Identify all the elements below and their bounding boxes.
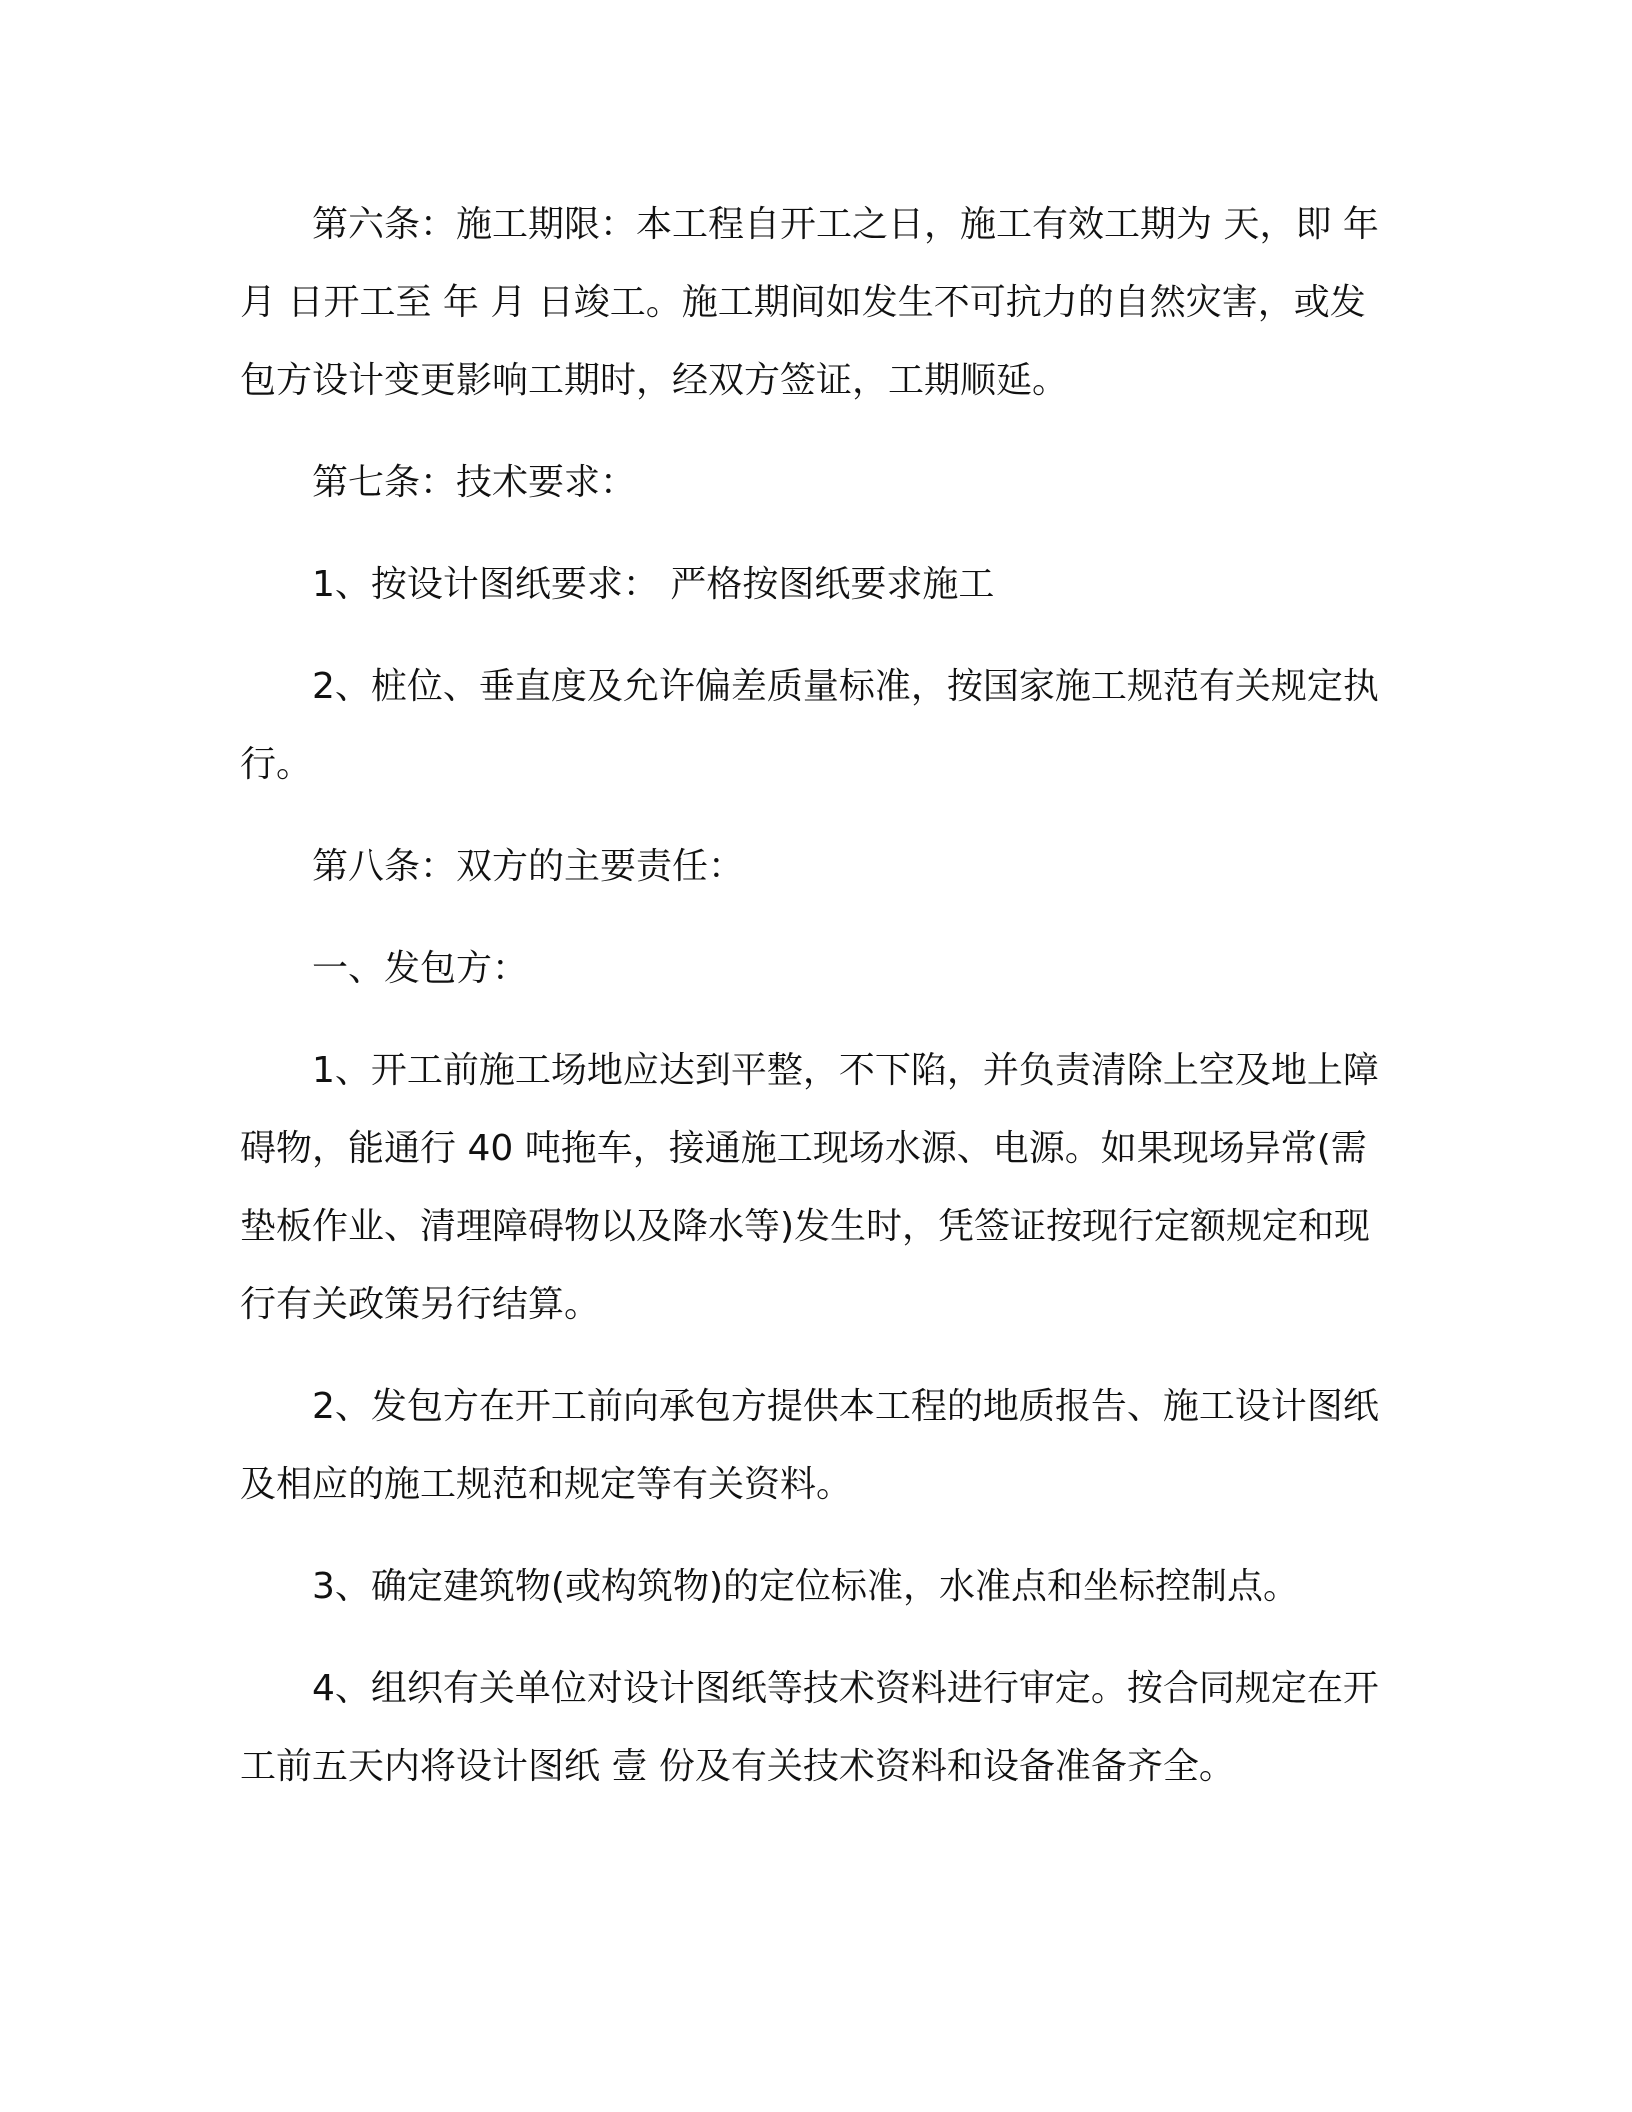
paragraph-article-7-item-2: 2、桩位、垂直度及允许偏差质量标准，按国家施工规范有关规定执行。	[240, 666, 1379, 785]
paragraph-article-7-heading: 第七条：技术要求：	[312, 462, 637, 503]
paragraph-employer-item-3: 3、确定建筑物(或构筑物)的定位标准，水准点和坐标控制点。	[312, 1566, 1299, 1607]
document-body	[240, 186, 1392, 1830]
paragraph-employer-item-1: 1、开工前施工场地应达到平整，不下陷，并负责清除上空及地上障碍物，能通行 40 吨拖车，接通施工现场水源、电源。如果现场异常(需垫板作业、清理障碍物以及降水等)发生时，凭签证按现行定额规定和现行有关政策另行结算。	[240, 1050, 1379, 1325]
paragraph-article-7-item-1: 1、按设计图纸要求： 严格按图纸要求施工	[312, 564, 995, 605]
paragraph-employer-item-2: 2、发包方在开工前向承包方提供本工程的地质报告、施工设计图纸及相应的施工规范和规定等有关资料。	[240, 1386, 1379, 1505]
paragraph-employer-item-4: 4、组织有关单位对设计图纸等技术资料进行审定。按合同规定在开工前五天内将设计图纸 壹 份及有关技术资料和设备准备齐全。	[240, 1668, 1379, 1787]
paragraph-employer-heading: 一、发包方：	[312, 948, 529, 989]
paragraph-article-6: 第六条：施工期限：本工程自开工之日，施工有效工期为 天，即 年 月 日开工至 年 月 日竣工。施工期间如发生不可抗力的自然灾害，或发包方设计变更影响工期时，经双方签证，工期顺延。	[240, 204, 1379, 401]
paragraph-article-8-heading: 第八条：双方的主要责任：	[312, 846, 745, 887]
